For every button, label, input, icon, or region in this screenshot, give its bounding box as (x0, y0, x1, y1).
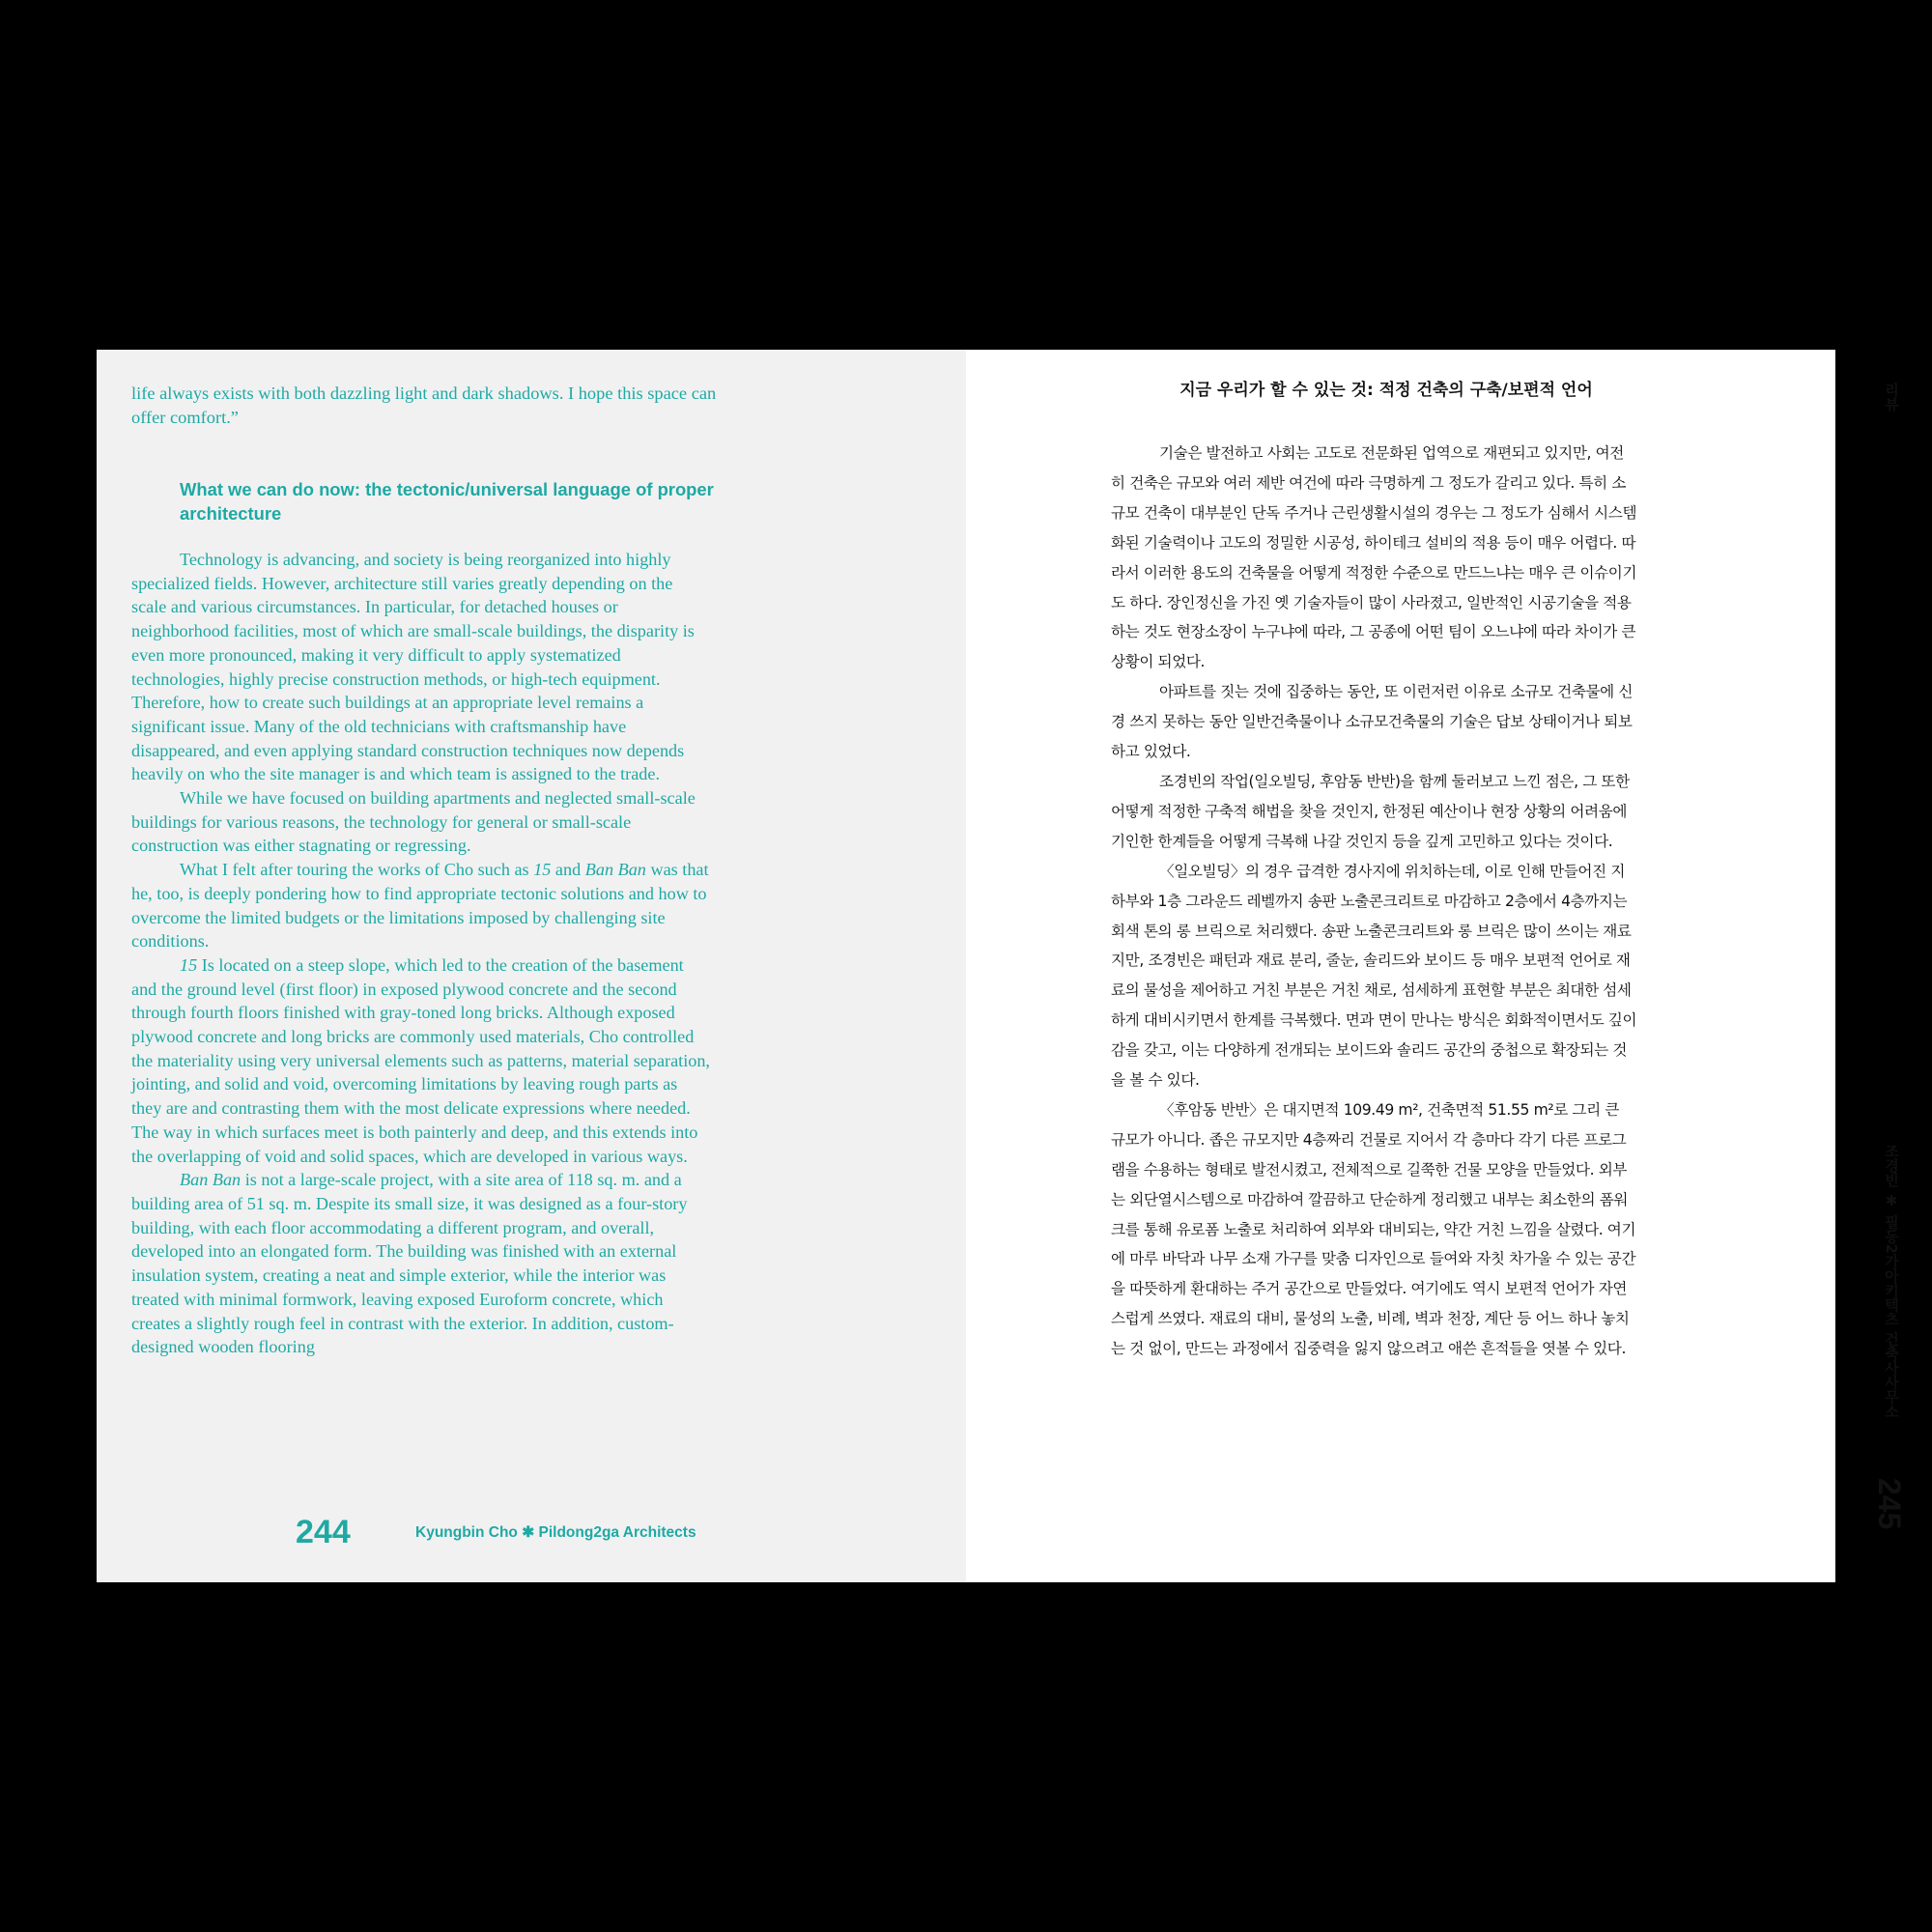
intro-text: life always exists with both dazzling light and dark shadows. I hope this space can offer comfort.” (131, 384, 717, 427)
paragraph: 아파트를 짓는 것에 집중하는 동안, 또 이런저런 이유로 소규모 건축물에 신경 쓰지 못하는 동안 일반건축물이나 소규모건축물의 기술은 답보 상태이거나 퇴보하고 있었다. (1111, 683, 1634, 761)
paragraph: 기술은 발전하고 사회는 고도로 전문화된 업역으로 재편되고 있지만, 여전히 건축은 규모와 여러 제반 여건에 따라 극명하게 그 정도가 갈리고 있다. 특히 소규모 건축이 대부분인 단독 주거나 근린생활시설의 경우는 그 정도가 심해서 시스템화된 기술력이나 고도의 정밀한 시공성, 하이테크 설비의 적용 등이 매우 어렵다. 따라서 이러한 용도의 건축물을 어떻게 적정한 수준으로 만드느냐는 매우 큰 이슈이기도 하다. 장인정신을 가진 옛 기술자들이 많이 사라졌고, 일반적인 시공기술을 적용하는 것도 현장소장이 누구냐에 따라, 그 공종에 어떤 팀이 오느냐에 따라 차이가 큰 상황이 되었다. (1111, 444, 1637, 671)
section-heading-ko: 지금 우리가 할 수 있는 것: 적정 건축의 구축/보편적 언어 (1179, 381, 1593, 400)
book-spread (97, 350, 1907, 1582)
paragraph: Ban Ban is not a large-scale project, with a site area of 118 sq. m. and a building area of 51 sq. m. Despite its small size, it was designed as a four-story building, with each floor accommodating a different program, and overall, developed into an elongated form. The building was finished with an external insulation system, creating a neat and simple exterior, while the interior was treated with minimal formwork, leaving exposed Euroform concrete, which creates a slightly rough feel in contrast with the exterior. In addition, custom-designed wooden flooring (131, 1170, 688, 1357)
work-title: 15 (533, 860, 552, 880)
section-tab: 리뷰 (1883, 383, 1900, 412)
paragraph: What I felt after touring the works of Cho such as 15 and Ban Ban was that he, too, is deeply pondering how to find appropriate tectonic solutions and how to overcome the limited budgets or the limitations imposed by challenging site conditions. (131, 860, 709, 952)
left-page (97, 350, 966, 1582)
paragraph: 〈일오빌딩〉의 경우 급격한 경사지에 위치하는데, 이로 인해 만들어진 지하부와 1층 그라운드 레벨까지 송판 노출콘크리트로 마감하고 2층에서 4층까지는 회색 톤의 롱 브릭으로 처리했다. 송판 노출콘크리트와 롱 브릭은 많이 쓰이는 재료지만, 조경빈은 패턴과 재료 분리, 줄눈, 솔리드와 보이드 등 매우 보편적 언어로 재료의 물성을 제어하고 거친 부분은 거친 채로, 섬세하게 표현할 부분은 최대한 섬세하게 대비시키면서 한계를 극복했다. 면과 면이 만나는 방식은 회화적이면서도 깊이감을 갖고, 이는 다양하게 전개되는 보이드와 솔리드 공간의 중첩으로 확장되는 것을 볼 수 있다. (1111, 862, 1637, 1090)
work-title: 15 (180, 954, 198, 975)
page-number-left: 244 (296, 1514, 351, 1550)
work-title: Ban Ban (180, 1170, 242, 1190)
right-page (966, 350, 1907, 1582)
section-heading-en: What we can do now: the tectonic/universal language of proper architecture (180, 479, 714, 524)
work-title: Ban Ban (584, 860, 646, 880)
page-number-right: 245 (1872, 1478, 1907, 1530)
paragraph: 15 Is located on a steep slope, which led to the creation of the basement and the ground level (first floor) in exposed plywood concrete and the second through fourth floors finished with gray-toned long bricks. Although exposed plywood concrete and long bricks are commonly used materials, Cho controlled the materiality using very universal elements such as patterns, material separation, jointing, and solid and void, overcoming limitations by leaving rough parts as they are and contrasting them with the most delicate expressions where needed. The way in which surfaces meet is both painterly and deep, and this extends into the overlapping of void and solid spaces, which are developed in various ways. (131, 954, 710, 1166)
paragraph: 조경빈의 작업(일오빌딩, 후암동 반반)을 함께 둘러보고 느낀 점은, 그 또한 어떻게 적정한 구축적 해법을 찾을 것인지, 한정된 예산이나 현장 상황의 어려움에 기인한 한계들을 어떻게 극복해 나갈 것인지 등을 깊게 고민하고 있다는 것이다. (1111, 772, 1630, 850)
paragraph: While we have focused on building apartments and neglected small-scale buildings for various reasons, the technology for general or small-scale construction was either stagnating or regressing. (131, 788, 696, 856)
running-head-right: 조경빈 ✱ 필동2가아키텍츠 건축사사무소 (1883, 1144, 1900, 1419)
body-text-en (131, 548, 711, 1359)
paragraph: Technology is advancing, and society is being reorganized into highly specialized fields. However, architecture still varies greatly depending on the scale and various circumstances. In particular, for detached houses or neighborhood facilities, most of which are small-scale buildings, the disparity is even more pronounced, making it very difficult to apply systematized technologies, highly precise construction methods, or high-tech equipment. Therefore, how to create such buildings at an appropriate level remains a significant issue. Many of the old technicians with craftsmanship have disappeared, and even applying standard construction techniques now depends heavily on who the site manager is and which team is assigned to the trade. (131, 550, 695, 784)
running-head-left: Kyungbin Cho ✱ Pildong2ga Architects (415, 1524, 696, 1541)
body-text-ko (1111, 439, 1637, 1364)
paragraph: 〈후암동 반반〉은 대지면적 109.49 m², 건축면적 51.55 m²로 그리 큰 규모가 아니다. 좁은 규모지만 4층짜리 건물로 지어서 각 층마다 각기 다른 프로그램을 수용하는 형태로 발전시켰고, 전체적으로 길쭉한 건물 모양을 만들었다. 외부는 외단열시스템으로 마감하여 깔끔하고 단순하게 정리했고 내부는 최소한의 폼워크를 통해 유로폼 노출로 처리하여 외부와 대비되는, 약간 거친 느낌을 살렸다. 여기에 마루 바닥과 나무 소재 가구를 맞춤 디자인으로 들여와 자칫 차가울 수 있는 공간을 따뜻하게 환대하는 주거 공간으로 만들었다. 여기에도 역시 보편적 언어가 자연스럽게 쓰였다. 재료의 대비, 물성의 노출, 비례, 벽과 천장, 계단 등 어느 하나 놓치는 것 없이, 만드는 과정에서 집중력을 잃지 않으려고 애쓴 흔적들을 엿볼 수 있다. (1111, 1100, 1636, 1358)
